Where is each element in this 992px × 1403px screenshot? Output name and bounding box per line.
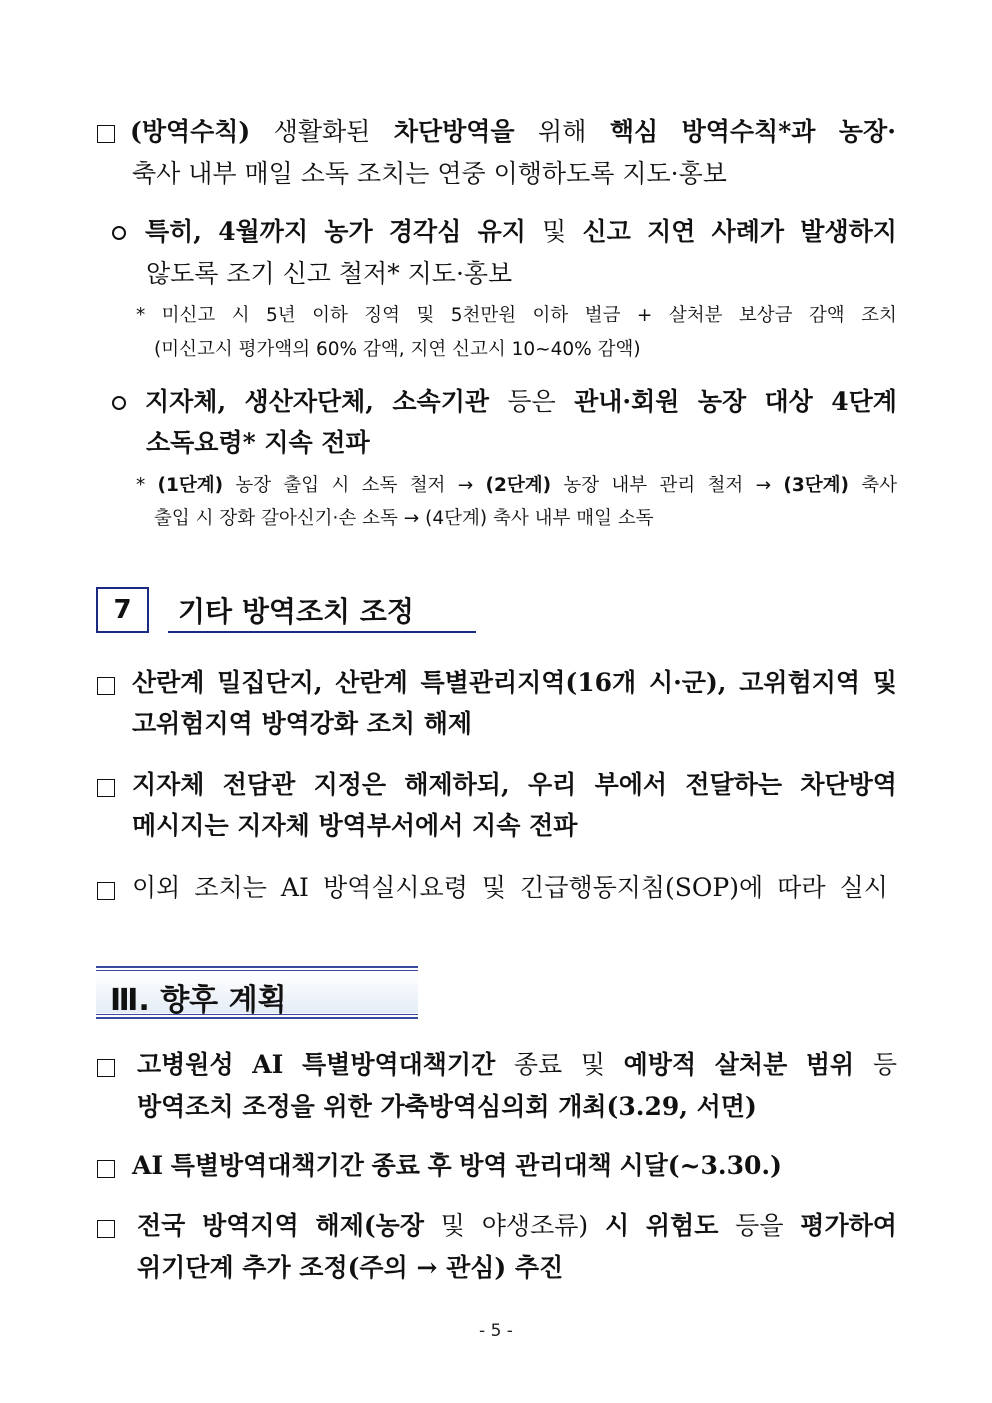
word: 벌금: [584, 305, 621, 326]
checkbox-square-icon: [97, 125, 115, 143]
word: 이하: [532, 305, 569, 326]
text-line: 고위험지역 방역강화 조치 해제: [132, 709, 473, 738]
word: 미신고: [161, 305, 216, 326]
word: (2단계): [485, 475, 552, 496]
word: 농장·: [838, 117, 896, 146]
circle-bullet-icon: [112, 226, 126, 240]
word: 따라: [777, 873, 826, 902]
word: 시: [604, 1211, 630, 1240]
word: 시달(~3.30.): [619, 1151, 782, 1180]
word: 대상: [764, 387, 813, 416]
word: AI: [280, 873, 309, 902]
word: 및: [580, 1050, 605, 1079]
word: 관리대책: [515, 1151, 612, 1180]
word: 위험도: [645, 1211, 719, 1240]
note-line: (미신고시 평가액의 60% 감액, 지연 신고시 10~40% 감액): [154, 339, 641, 360]
word: 특별관리지역(16개: [420, 668, 637, 697]
section-title: 기타 방역조치 조정: [178, 595, 414, 628]
divider: [96, 966, 418, 968]
word: 및: [481, 873, 507, 902]
word: 보상금: [738, 305, 793, 326]
word: 생산자단체,: [244, 387, 375, 416]
word: 및: [872, 668, 897, 697]
section-number-box: 7: [96, 587, 149, 633]
word: 고위험지역: [739, 668, 861, 697]
word: 시·군),: [648, 668, 727, 697]
word: 해제(농장: [315, 1211, 424, 1240]
note-line: [136, 474, 897, 498]
chapter-title: Ⅲ. 향후 계획: [110, 983, 287, 1018]
text-line: 않도록 조기 신고 철저* 지도·홍보: [146, 259, 513, 288]
word: 농가: [324, 217, 373, 246]
justified-line: [137, 1211, 897, 1241]
checkbox-square-icon: [97, 1059, 115, 1077]
text-line: 축사 내부 매일 소독 조치는 연중 이행하도록 지도·홍보: [132, 159, 727, 188]
word: 및: [542, 217, 567, 246]
justified-line: [137, 1050, 897, 1080]
word: (방역수칙): [130, 117, 251, 146]
word: 밀집단지,: [217, 668, 323, 697]
word: 종료: [371, 1151, 420, 1180]
justified-line: [132, 873, 888, 903]
word: 등: [872, 1050, 897, 1079]
word: 소속기관: [392, 387, 490, 416]
word: 관내·회원: [574, 387, 680, 416]
word: 출입: [283, 475, 320, 496]
word: 예방적: [623, 1050, 697, 1079]
word: 살처분: [714, 1050, 788, 1079]
word: 소독: [361, 475, 398, 496]
word: 유지: [477, 217, 526, 246]
text-line: 위기단계 추가 조정(주의 → 관심) 추진: [137, 1253, 564, 1282]
word: 종료: [513, 1050, 563, 1079]
word: 전달하는: [685, 770, 783, 799]
word: →: [755, 475, 772, 496]
word: 경각심: [388, 217, 462, 246]
word: 5년: [266, 305, 296, 326]
word: 부에서: [594, 770, 668, 799]
word: 징역: [364, 305, 401, 326]
word: 농장: [697, 387, 747, 416]
word: 위해: [538, 117, 587, 146]
text-line: 소독요령* 지속 전파: [146, 428, 370, 457]
word: 및: [440, 1211, 465, 1240]
word: (3단계): [783, 475, 849, 496]
checkbox-square-icon: [97, 677, 115, 695]
word: 지자체: [132, 770, 205, 799]
justified-line: [145, 387, 897, 417]
word: 생활화된: [273, 117, 371, 146]
word: 해제하되,: [404, 770, 510, 799]
word: (1단계): [157, 475, 224, 496]
word: 축사: [861, 475, 897, 496]
word: 지정은: [313, 770, 387, 799]
word: 철저: [707, 475, 744, 496]
word: 농장: [235, 475, 272, 496]
checkbox-square-icon: [97, 882, 115, 900]
word: AI: [252, 1050, 284, 1079]
word: 등은: [507, 387, 556, 416]
word: 방역수칙*과: [681, 117, 816, 146]
word: 특별방역대책기간: [302, 1050, 496, 1079]
word: 내부: [611, 475, 648, 496]
word: 사례가: [711, 217, 785, 246]
word: 후: [427, 1151, 452, 1180]
word: 고병원성: [137, 1050, 234, 1079]
divider: [96, 970, 418, 971]
word: 전담관: [222, 770, 296, 799]
word: 농장: [563, 475, 600, 496]
word: 등을: [735, 1211, 784, 1240]
word: 조치: [861, 305, 897, 326]
word: 이외: [132, 873, 181, 902]
word: 이하: [312, 305, 348, 326]
word: 지연: [647, 217, 696, 246]
word: 야생조류): [481, 1211, 589, 1240]
word: 시: [231, 305, 250, 326]
page-number: - 5 -: [479, 1321, 513, 1341]
word: 방역지역: [202, 1211, 299, 1240]
word: 전국: [137, 1211, 186, 1240]
word: 4단계: [831, 387, 897, 416]
note-line: [136, 304, 897, 328]
word: 핵심: [609, 117, 659, 146]
word: 긴급행동지침(SOP)에: [520, 873, 764, 902]
word: 조치는: [194, 873, 267, 902]
section-title-underline: [168, 631, 476, 633]
note-line: 출입 시 장화 갈아신기·손 소독 → (4단계) 축사 내부 매일 소독: [154, 508, 654, 529]
word: 시: [331, 475, 350, 496]
word: 4월까지: [218, 217, 309, 246]
word: 및: [416, 305, 435, 326]
word: AI: [132, 1151, 164, 1180]
justified-line: [132, 668, 897, 698]
word: 발생하지: [800, 217, 897, 246]
word: 관리: [659, 475, 696, 496]
word: 특별방역대책기간: [170, 1151, 364, 1180]
chapter-heading: [96, 966, 418, 1020]
word: 지자체,: [145, 387, 227, 416]
word: →: [457, 475, 474, 496]
checkbox-square-icon: [97, 1220, 115, 1238]
word: 산란계: [132, 668, 205, 697]
word: 특히,: [145, 217, 203, 246]
text-line: 메시지는 지자체 방역부서에서 지속 전파: [132, 811, 578, 840]
checkbox-square-icon: [97, 1160, 115, 1178]
word: 우리: [527, 770, 577, 799]
word: 방역실시요령: [322, 873, 468, 902]
word: 신고: [582, 217, 631, 246]
word: 차단방역: [800, 770, 897, 799]
word: 범위: [805, 1050, 855, 1079]
justified-line: [132, 1151, 782, 1181]
word: 차단방역을: [393, 117, 515, 146]
word: 철저: [409, 475, 446, 496]
word: 평가하여: [800, 1211, 897, 1240]
word: 5천만원: [450, 305, 517, 326]
checkbox-square-icon: [97, 779, 115, 797]
justified-line: [132, 770, 897, 800]
word: 살처분: [668, 305, 723, 326]
word: 감액: [808, 305, 845, 326]
word: *: [136, 305, 146, 326]
word: 실시: [839, 873, 888, 902]
text-line: 방역조치 조정을 위한 가축방역심의회 개최(3.29, 서면): [137, 1092, 757, 1121]
word: 방역: [459, 1151, 508, 1180]
word: +: [636, 305, 653, 326]
word: 산란계: [335, 668, 408, 697]
justified-line: [130, 117, 896, 147]
justified-line: [145, 217, 897, 247]
circle-bullet-icon: [112, 396, 126, 410]
word: *: [136, 475, 146, 496]
